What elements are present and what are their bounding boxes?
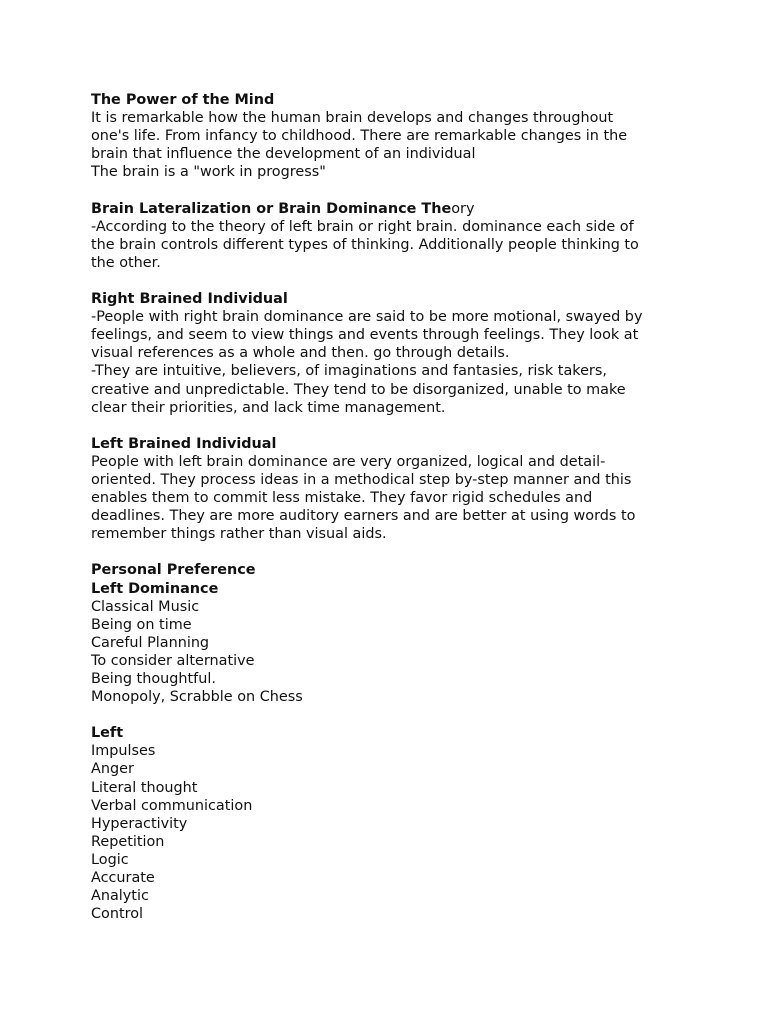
body-line: the other.	[91, 254, 161, 271]
list-item: Accurate	[91, 870, 155, 887]
paragraph-gap	[91, 417, 691, 435]
body-line: It is remarkable how the human brain develops and changes throughout	[91, 110, 614, 127]
section-heading: Left	[91, 725, 124, 742]
list-item: Repetition	[91, 833, 165, 850]
section-lateralization	[91, 200, 691, 272]
paragraph-gap	[91, 543, 691, 561]
body-line: the brain controls different types of thinking. Additionally people thinking to	[91, 236, 639, 253]
body-line: The brain is a "work in progress"	[91, 164, 326, 181]
section-left-brained	[91, 435, 691, 544]
list-item: Logic	[91, 851, 129, 868]
list-item: Anger	[91, 761, 134, 778]
section-power-of-mind	[91, 91, 691, 181]
body-line: clear their priorities, and lack time management.	[91, 399, 446, 416]
section-heading: Personal Preference	[91, 562, 256, 579]
paragraph-gap	[91, 181, 691, 199]
list-item: Verbal communication	[91, 797, 253, 814]
body-line: one's life. From infancy to childhood. There are remarkable changes in the	[91, 128, 628, 145]
section-personal-preference	[91, 561, 691, 706]
body-line: visual references as a whole and then. go through details.	[91, 345, 510, 362]
list-item: Being thoughtful.	[91, 671, 216, 687]
body-line: enables them to commit less mistake. They favor rigid schedules and	[91, 490, 593, 507]
body-line: feelings, and seem to view things and events through feelings. They look at	[91, 327, 639, 344]
list-item: Classical Music	[91, 598, 200, 615]
list-item: Control	[91, 906, 144, 923]
section-right-brained	[91, 290, 691, 417]
section-heading: Left Brained Individual	[91, 435, 277, 452]
body-line: -They are intuitive, believers, of imaginations and fantasies, risk takers,	[91, 363, 607, 380]
paragraph-gap	[91, 272, 691, 290]
heading-plain-part: ory	[451, 200, 475, 217]
list-item: Being on time	[91, 616, 192, 633]
list-item: Impulses	[91, 743, 156, 760]
section-left-list	[91, 724, 691, 923]
list-item: Monopoly, Scrabble on Chess	[91, 689, 303, 706]
list-item: Analytic	[91, 888, 149, 905]
body-line: brain that influence the development of an individual	[91, 146, 476, 163]
body-line: remember things rather than visual aids.	[91, 526, 387, 543]
heading-bold-part: Brain Lateralization or Brain Dominance The	[91, 200, 452, 217]
list-item: To consider alternative	[91, 652, 255, 669]
section-subheading: Left Dominance	[91, 580, 219, 597]
body-line: oriented. They process ideas in a methodical step by-step manner and this	[91, 471, 632, 488]
list-item: Hyperactivity	[91, 815, 188, 832]
body-line: deadlines. They are more auditory earners and are better at using words to	[91, 508, 636, 525]
list-item: Literal thought	[91, 779, 198, 796]
body-line: People with left brain dominance are very organized, logical and detail-	[91, 453, 606, 470]
list-item: Careful Planning	[91, 634, 210, 651]
section-heading	[91, 200, 691, 218]
section-heading: The Power of the Mind	[91, 92, 275, 108]
section-heading: Right Brained Individual	[91, 291, 288, 308]
paragraph-gap	[91, 706, 691, 724]
body-line: -People with right brain dominance are said to be more motional, swayed by	[91, 309, 643, 326]
body-line: creative and unpredictable. They tend to be disorganized, unable to make	[91, 381, 626, 398]
document-page	[91, 91, 691, 923]
body-line: -According to the theory of left brain or right brain. dominance each side of	[91, 218, 634, 235]
